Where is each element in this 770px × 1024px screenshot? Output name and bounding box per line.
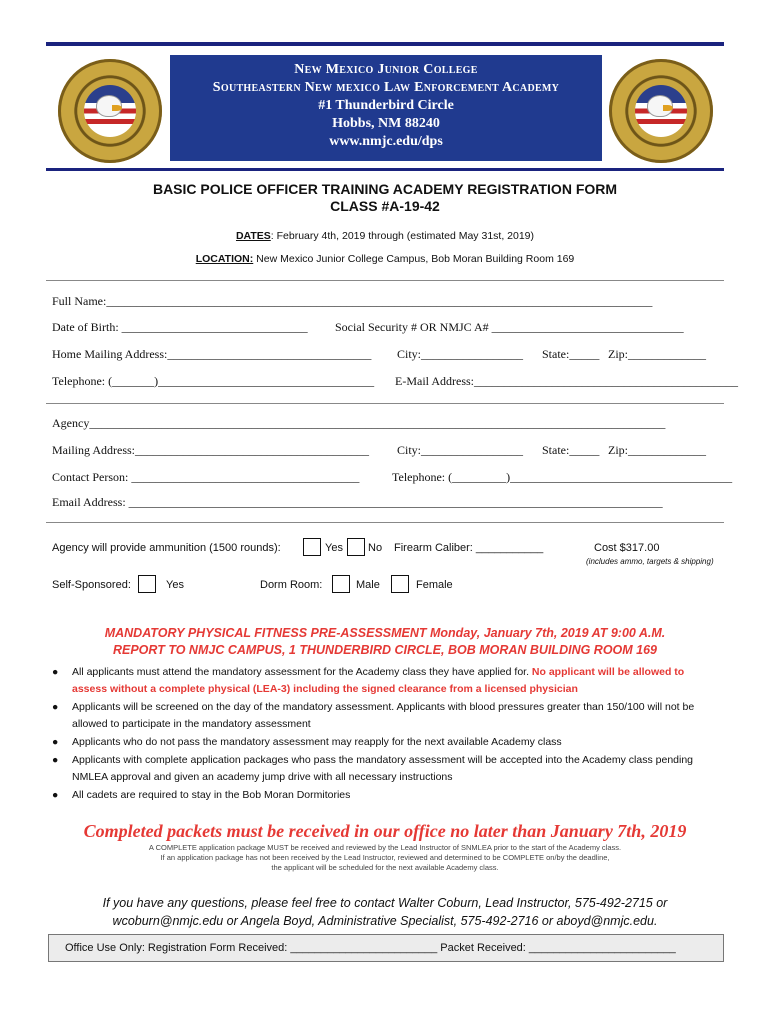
section-divider-3 (46, 522, 724, 523)
full-name-field[interactable]: Full Name:___________________________________________________________________________________________ (52, 294, 653, 308)
bullet-2-text: Applicants will be screened on the day of the mandatory assessment. Applicants with blood pressures greater than 150/100 will not be allowed to participate in the mandatory assessment (72, 701, 695, 730)
home-zip-field[interactable]: Zip:_____________ (608, 347, 706, 361)
location-label: LOCATION: (195, 253, 254, 265)
left-seal-logo (58, 59, 162, 163)
home-city-field[interactable]: City:_________________ (397, 347, 524, 361)
deadline-note-3: the applicant will be scheduled for the next available Academy class. (271, 863, 499, 872)
website: www.nmjc.edu/dps (329, 134, 443, 149)
list-item: ● All applicants must attend the mandatory assessment for the Academy class they have applied for. No applicant will be allowed to assess without a complete physical (LEA-3) including the signed clearance from a licensed physician (52, 666, 685, 695)
ammo-no-label: No (368, 542, 383, 554)
ammo-no-checkbox[interactable] (347, 538, 365, 556)
dorm-male-label: Male (356, 579, 380, 591)
deadline-note-2: If an application package has not been received by the Lead Instructor, reviewed and determined to be COMPLETE on/by the deadline, (160, 853, 610, 862)
telephone-field[interactable]: Telephone: (_______)____________________________________ (52, 374, 375, 388)
ammo-label: Agency will provide ammunition (1500 rounds): (52, 542, 281, 554)
address-line-1: #1 Thunderbird Circle (318, 98, 454, 113)
ammo-yes-label: Yes (325, 542, 343, 554)
dorm-female-label: Female (416, 579, 453, 591)
dorm-male-checkbox[interactable] (332, 575, 350, 593)
cost-label: Cost $317.00 (594, 542, 660, 554)
list-item: ● Applicants with complete application packages who pass the mandatory assessment will be accepted into the Academy class pending NMLEA approval and given an academy jump drive with all necessary instructions (52, 754, 694, 783)
agency-email-field[interactable]: Email Address: _________________________________________________________________________________________ (52, 495, 663, 509)
location-value: New Mexico Junior College Campus, Bob Moran Building Room 169 (253, 253, 575, 265)
agency-telephone-field[interactable]: Telephone: (_________)_____________________________________ (392, 470, 733, 484)
dob-field[interactable]: Date of Birth: _______________________________ (52, 320, 308, 334)
dates-value: : February 4th, 2019 through (estimated May 31st, 2019) (270, 230, 535, 242)
dates-line (0, 230, 770, 242)
list-item: ● Applicants who do not pass the mandatory assessment may reapply for the next available Academy class (52, 736, 562, 748)
mandatory-assessment-line-1: MANDATORY PHYSICAL FITNESS PRE-ASSESSMENT Monday, January 7th, 2019 AT 9:00 A.M. (104, 626, 666, 640)
header-bottom-rule (46, 168, 724, 171)
self-sponsored-yes-label: Yes (166, 579, 184, 591)
list-item: ● Applicants will be screened on the day of the mandatory assessment. Applicants with blood pressures greater than 150/100 will not be allowed to participate in the mandatory assessment (52, 701, 695, 730)
bullet-3-text: Applicants who do not pass the mandatory assessment may reapply for the next available Academy class (72, 736, 562, 748)
caliber-field[interactable]: Firearm Caliber: ___________ (394, 542, 544, 554)
location-line (0, 253, 770, 265)
cost-note: (includes ammo, targets & shipping) (586, 557, 714, 566)
home-state-field[interactable]: State:_____ (542, 347, 600, 361)
college-name: New Mexico Junior College (294, 62, 478, 77)
agency-field[interactable]: Agency________________________________________________________________________________________________ (52, 416, 666, 430)
dorm-female-checkbox[interactable] (391, 575, 409, 593)
class-title: CLASS #A-19-42 (330, 198, 440, 214)
self-sponsored-label: Self-Sponsored: (52, 579, 131, 591)
agency-city-field[interactable]: City:_________________ (397, 443, 524, 457)
ammo-yes-checkbox[interactable] (303, 538, 321, 556)
bullet-1-text: All applicants must attend the mandatory assessment for the Academy class they have applied for. (72, 666, 532, 678)
deadline-heading: Completed packets must be received in our office no later than January 7th, 2019 (83, 821, 687, 841)
bullet-1-warning: No applicant will be allowed to assess without a complete physical (LEA-3) including the signed clearance from a licensed physician (72, 666, 685, 695)
self-sponsored-yes-checkbox[interactable] (138, 575, 156, 593)
section-divider-1 (46, 280, 724, 281)
contact-line-1: If you have any questions, please feel free to contact Walter Coburn, Lead Instructor, 575-492-2715 or (102, 896, 668, 910)
bullet-5-text: All cadets are required to stay in the Bob Moran Dormitories (72, 789, 351, 801)
agency-zip-field[interactable]: Zip:_____________ (608, 443, 706, 457)
header-top-rule (46, 42, 724, 46)
form-title: BASIC POLICE OFFICER TRAINING ACADEMY REGISTRATION FORM (152, 181, 618, 197)
mandatory-assessment-line-2: REPORT TO NMJC CAMPUS, 1 THUNDERBIRD CIRCLE, BOB MORAN BUILDING ROOM 169 (112, 643, 658, 657)
ssn-field[interactable]: Social Security # OR NMJC A# ________________________________ (335, 320, 684, 334)
email-field[interactable]: E-Mail Address:____________________________________________ (395, 374, 738, 388)
contact-person-field[interactable]: Contact Person: ______________________________________ (52, 470, 360, 484)
dates-label: DATES (235, 230, 271, 242)
contact-line-2: wcoburn@nmjc.edu or Angela Boyd, Administrative Specialist, 575-492-2716 or aboyd@nmjc.edu. (112, 914, 658, 928)
office-use-box: Office Use Only: Registration Form Received: ________________________ Packet Received: ________________________ (48, 934, 724, 962)
bullet-4-text: Applicants with complete application packages who pass the mandatory assessment will be accepted into the Academy class pending NMLEA approval and given an academy jump drive with all necessary instructions (72, 754, 694, 783)
agency-state-field[interactable]: State:_____ (542, 443, 600, 457)
college-header (170, 55, 602, 161)
deadline-note-1: A COMPLETE application package MUST be received and reviewed by the Lead Instructor of SNMLEA prior to the start of the Academy class. (148, 843, 622, 852)
right-seal-logo (609, 59, 713, 163)
dorm-room-label: Dorm Room: (260, 579, 323, 591)
requirements-list (52, 664, 722, 805)
address-line-2: Hobbs, NM 88240 (332, 116, 440, 131)
academy-name: Southeastern New mexico Law Enforcement Academy (212, 80, 560, 95)
home-address-field[interactable]: Home Mailing Address:__________________________________ (52, 347, 372, 361)
section-divider-2 (46, 403, 724, 404)
list-item: ● All cadets are required to stay in the Bob Moran Dormitories (52, 789, 351, 801)
agency-mailing-field[interactable]: Mailing Address:_______________________________________ (52, 443, 369, 457)
